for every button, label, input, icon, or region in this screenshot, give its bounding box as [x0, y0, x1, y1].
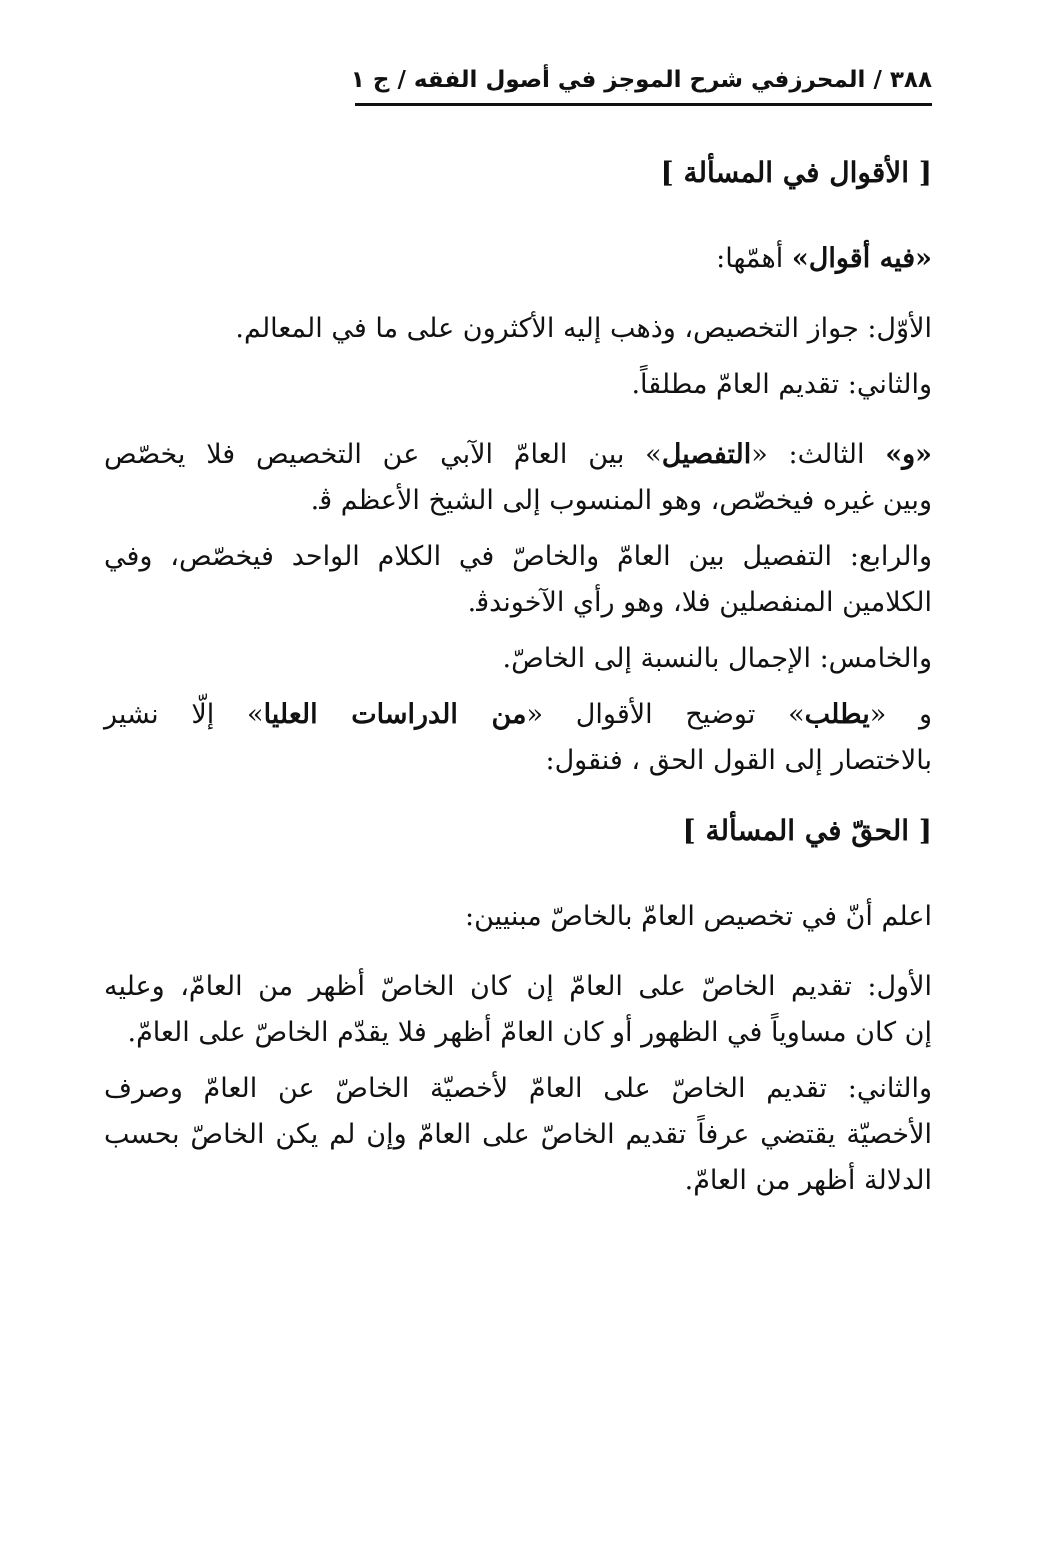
second-basis-line-3: الدلالة أظهر من العامّ.: [684, 1165, 932, 1196]
volume-label: ج ١: [350, 67, 390, 93]
quoted-phrase: «فيه أقوال»: [791, 243, 932, 274]
third-opinion-line-1: [104, 432, 932, 478]
section-heading-opinions: [ الأقوال في المسألة ]: [660, 156, 932, 189]
study-note-line-1: [104, 692, 932, 738]
third-opinion-text-b: » بين العامّ الآبي عن التخصيص فلا يخصّص: [104, 439, 662, 470]
second-basis-line-2: الأخصيّة يقتضي عرفاً تقديم الخاصّ على العامّ وإن لم يكن الخاصّ بحسب: [104, 1119, 932, 1150]
study-note-text-a: و «: [869, 699, 933, 730]
intro-text: أهمّها:: [716, 243, 792, 274]
study-note-text-c: » إلّا نشير: [104, 699, 264, 730]
paragraph-first-opinion: الأوّل: جواز التخصيص، وذهب إليه الأكثرون على ما في المعالم.: [235, 313, 932, 344]
third-opinion-line-2: وبين غيره فيخصّص، وهو المنسوب إلى الشيخ الأعظم ﭬ.: [310, 485, 932, 516]
paragraph-second-opinion: والثاني: تقديم العامّ مطلقاً.: [631, 369, 932, 400]
quoted-conjunction: «و»: [885, 439, 932, 470]
second-basis-line-1: والثاني: تقديم الخاصّ على العامّ لأخصيّة الخاصّ عن العامّ وصرف: [104, 1073, 932, 1104]
header-separator: /: [873, 67, 882, 93]
header-rule: [355, 103, 932, 106]
third-opinion-text-a: الثالث: «: [751, 439, 886, 470]
running-header: [104, 60, 932, 100]
header-separator-2: /: [397, 67, 406, 93]
fourth-opinion-line-1: والرابع: التفصيل بين العامّ والخاصّ في الكلام الواحد فيخصّص، وفي: [104, 541, 932, 572]
paragraph-intro: [104, 236, 932, 282]
paragraph-two-bases: اعلم أنّ في تخصيص العامّ بالخاصّ مبنيين:: [464, 901, 932, 932]
study-note-line-2: بالاختصار إلى القول الحق ، فنقول:: [545, 745, 932, 776]
quoted-term-tafsil: التفصيل: [661, 439, 752, 470]
fourth-opinion-line-2: الكلامين المنفصلين فلا، وهو رأي الآخوندﭬ.: [467, 587, 932, 618]
paragraph-fifth-opinion: والخامس: الإجمال بالنسبة إلى الخاصّ.: [502, 643, 932, 674]
quoted-term-advanced-studies: من الدراسات العليا: [263, 699, 527, 730]
study-note-text-b: » توضيح الأقوال «: [526, 699, 805, 730]
paragraph-fourth-opinion: [104, 534, 932, 626]
book-title: المحرزفي شرح الموجز في أصول الفقه: [413, 67, 866, 93]
paragraph-second-basis: [104, 1066, 932, 1204]
paragraph-study-note: [104, 692, 932, 784]
section-heading-truth: [ الحقّ في المسألة ]: [682, 814, 932, 847]
first-basis-line-1: الأول: تقديم الخاصّ على العامّ إن كان الخاصّ أظهر من العامّ، وعليه: [104, 971, 932, 1002]
first-basis-line-2: إن كان مساوياً في الظهور أو كان العامّ أظهر فلا يقدّم الخاصّ على العامّ.: [127, 1017, 932, 1048]
page-body: [104, 150, 932, 1204]
paragraph-first-basis: [104, 964, 932, 1056]
quoted-term-yutlab: يطلب: [804, 699, 870, 730]
paragraph-third-opinion: [104, 432, 932, 524]
page-number: ٣٨٨: [889, 67, 932, 93]
